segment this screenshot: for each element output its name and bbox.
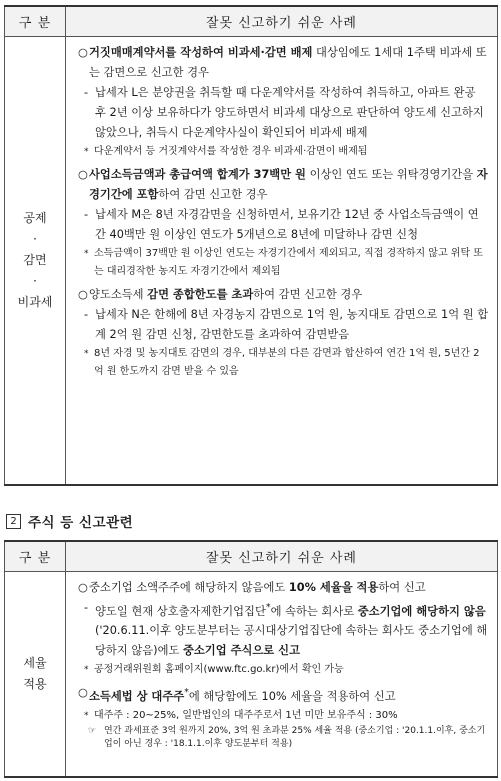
text-run: 중소기업 소액주주에 해당하지 않음에도 (89, 580, 289, 594)
col-header-category: 구 분 (5, 6, 66, 36)
l1-marker: ○ (78, 287, 88, 301)
l1-marker: ○ (78, 45, 88, 59)
category-cell (5, 571, 66, 777)
cases-cell (66, 36, 498, 485)
text-run: 양도소득세 (89, 287, 148, 301)
case-note (84, 245, 489, 281)
case-text (94, 661, 489, 679)
l1-marker: ○ (78, 580, 88, 594)
case-text (95, 83, 489, 143)
case-example (84, 598, 489, 662)
case-note (84, 707, 489, 725)
case-text (89, 285, 489, 305)
text-run: 소득금액이 37백만 원 이상인 연도는 자경기간에서 제외되고, 직접 경작하지 않고 위탁 또는 대리경작한 농지도 자경기간에서 제외됨 (94, 247, 483, 277)
case-subnote (88, 725, 489, 751)
emphasis-text: 소득세법 상 대주주 (89, 690, 185, 704)
text-run: 하여 감면 신고한 경우 (253, 287, 363, 301)
emphasis-text: 자경기간에 포함 (89, 167, 488, 201)
cases-table-deduction (4, 5, 498, 486)
emphasis-text: 감면 종합한도를 초과 (147, 287, 254, 301)
case-example (84, 83, 489, 143)
text-run: 양도일 현재 상호출자제한기업집단 (95, 604, 266, 618)
case-text (94, 345, 489, 381)
case-item (74, 285, 489, 305)
col-header-category: 구 분 (5, 541, 66, 571)
text-run: ('20.6.11.이후 양도분부터는 공시대상기업집단에 속하는 회사도 중소기업에 해당하지 않음)에도 (95, 624, 488, 658)
col-header-cases: 잘못 신고하기 쉬운 사례 (66, 6, 498, 36)
text-run: * (265, 601, 271, 613)
case-item (74, 43, 489, 83)
text-run: 공정거래위원회 홈페이지(www.ftc.go.kr)에서 확인 가능 (94, 664, 344, 676)
category-label: 공제 · 감면 · 비과세 (17, 210, 53, 309)
cases-table-stock (4, 540, 498, 778)
text-run: 이상인 연도 또는 위탁경영기간을 (305, 167, 477, 181)
col-header-cases: 잘못 신고하기 쉬운 사례 (66, 541, 498, 571)
text-run: 하여 신고 (378, 580, 426, 594)
case-text (104, 725, 489, 751)
text-run: 8년 자경 및 농지대토 감면의 경우, 대부분의 다른 감면과 합산하여 연간 1억 원, 5년간 2억 원 한도까지 감면 받을 수 있음 (94, 347, 480, 377)
case-text (89, 683, 489, 707)
category-label: 세율 적용 (23, 655, 47, 691)
emphasis-text: 중소기업에 해당하지 않음 (357, 604, 486, 618)
category-cell (5, 36, 66, 485)
emphasis-text: 사업소득금액과 총급여액 합계가 37백만 원 (89, 167, 306, 181)
emphasis-text: 10% 세율을 적용 (288, 580, 379, 594)
text-run: 납세자 M은 8년 자경감면을 신청하면서, 보유기간 12년 중 사업소득금액이 연간 40백만 원 이상인 연도가 5개년으로 8년에 미달하나 감면 신청 (95, 207, 479, 241)
case-item (74, 578, 489, 598)
text-run: * (184, 687, 189, 699)
case-text (94, 143, 489, 161)
text-run: 대상임에도 1세대 1주택 비과세 또는 감면으로 신고한 경우 (89, 45, 487, 79)
l2-marker: - (84, 85, 89, 99)
l3-marker: * (84, 665, 89, 676)
section-number-box: 2 (6, 514, 21, 529)
case-text (95, 205, 489, 245)
case-item (74, 683, 489, 707)
text-run: 에 속하는 회사로 (270, 604, 358, 618)
case-example (84, 205, 489, 245)
l1-marker: ○ (78, 686, 88, 700)
case-item (74, 165, 489, 205)
case-text (95, 598, 489, 662)
l2-marker: - (84, 307, 89, 321)
section-heading (6, 511, 133, 531)
text-run: 연간 과세표준 3억 원까지 20%, 3억 원 초과분 25% 세율 적용 (중소기업 : '20.1.1.이후, 중소기업이 아닌 경우 : '18.1.1.이후 양도분부터 적용) (104, 726, 486, 750)
emphasis-text: 거짓매매계약서를 작성하여 비과세·감면 배제 (89, 45, 313, 59)
case-text (95, 305, 489, 345)
case-example (84, 305, 489, 345)
l3-marker: * (84, 711, 89, 722)
l3-marker: * (84, 248, 89, 259)
cases-cell (66, 571, 498, 777)
section-title: 주식 등 신고관련 (28, 515, 134, 531)
case-text (89, 165, 489, 205)
text-run: 에 해당함에도 10% 세율을 적용하여 신고 (188, 690, 396, 704)
text-run: 대주주 : 20~25%, 일반법인의 대주주로서 1년 미만 보유주식 : 30% (94, 710, 398, 722)
l2-marker: - (84, 207, 89, 221)
case-text (89, 578, 489, 598)
text-run: 납세자 L은 분양권을 취득할 때 다운계약서를 작성하여 취득하고, 아파트 완공 후 2년 이상 보유하다가 양도하면서 비과세 대상으로 판단하여 양도세 신고하지 않았으나, 취득시 다운계약사실이 확인되어 비과세 배제 (95, 85, 484, 139)
l1-marker: ○ (78, 167, 88, 181)
case-text (89, 43, 489, 83)
case-note (84, 345, 489, 381)
l4-marker: ☞ (88, 726, 97, 737)
text-run: 다운계약서 등 거짓계약서를 작성한 경우 비과세·감면이 배제됨 (94, 145, 368, 157)
l3-marker: * (84, 146, 89, 157)
case-text (94, 245, 489, 281)
text-run: 납세자 N은 한해에 8년 자경농지 감면으로 1억 원, 농지대토 감면으로 1억 원 합계 2억 원 감면 신청, 감면한도를 초과하여 감면받음 (95, 307, 489, 341)
l3-marker: * (84, 348, 89, 359)
case-note (84, 143, 489, 161)
case-text (94, 707, 489, 725)
emphasis-text: 중소기업 주식으로 신고 (182, 644, 300, 658)
l2-marker: - (84, 600, 89, 614)
text-run: 하여 감면 신고한 경우 (158, 187, 268, 201)
case-note (84, 661, 489, 679)
